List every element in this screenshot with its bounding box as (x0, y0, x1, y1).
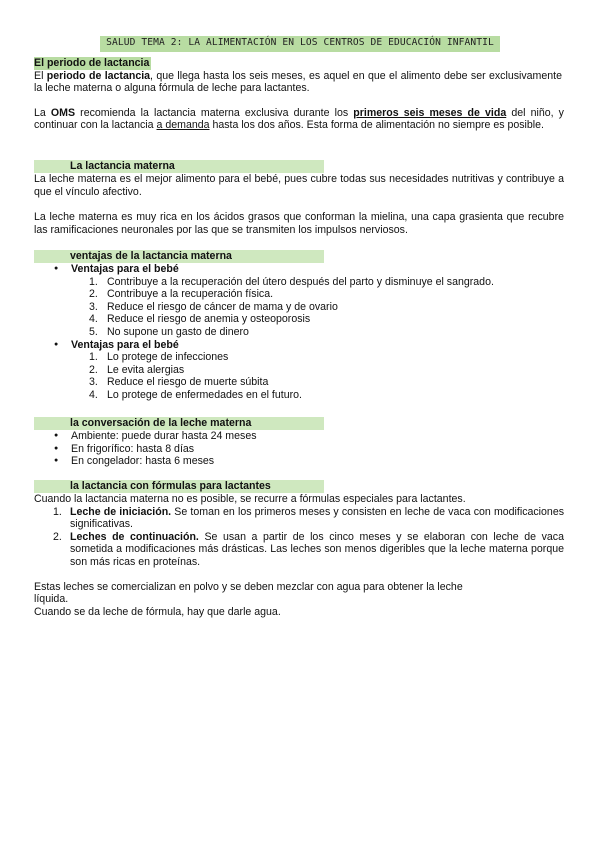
section-heading: la conversación de la leche materna (34, 417, 324, 430)
list-item: ● Ventajas para el bebé (34, 263, 564, 276)
section-ventajas (34, 250, 564, 402)
paragraph: La OMS recomienda la lactancia materna exclusiva durante los primeros seis meses de vida del niño, y continuar con la lactancia a demanda hasta los dos años. Esta forma de alimentación no siempre es posible. (34, 106, 564, 132)
section-periodo-lactancia (34, 57, 564, 132)
list-item: 1. Lo protege de infecciones (89, 351, 229, 364)
section-conservacion (34, 417, 564, 468)
list-item: 2. Contribuye a la recuperación física. (89, 288, 274, 301)
paragraph: Estas leches se comercializan en polvo y se deben mezclar con agua para obtener la leche líquida. (34, 580, 463, 606)
paragraph: La leche materna es el mejor alimento para el bebé, pues cubre todas sus necesidades nutritivas y contribuye a que el vínculo afectivo. (34, 173, 564, 198)
list-item: 5. No supone un gasto de dinero (89, 325, 249, 338)
paragraph: El periodo de lactancia, que llega hasta los seis meses, es aquel en que el alimento debe ser exclusivamente la leche materna o alguna fórmula de leche para lactantes. (34, 69, 562, 95)
section-lactancia-materna (34, 160, 564, 236)
list-item: 3. Reduce el riesgo de cáncer de mama y de ovario (89, 300, 338, 313)
document-title-text: SALUD TEMA 2: LA ALIMENTACIÓN EN LOS CENTROS DE EDUCACIÓN INFANTIL (100, 36, 500, 52)
section-heading: El periodo de lactancia (34, 57, 150, 69)
list-item: ● Ventajas para el bebé (34, 339, 564, 352)
paragraph: Cuando se da leche de fórmula, hay que darle agua. (34, 605, 281, 618)
list-item: ● En frigorífico: hasta 8 días (34, 443, 564, 456)
section-heading: La lactancia materna (34, 160, 324, 173)
list-item: ● Ambiente: puede durar hasta 24 meses (34, 430, 564, 443)
list-item: ● En congelador: hasta 6 meses (34, 455, 564, 468)
list-item: 4. Lo protege de enfermedades en el futuro. (89, 388, 302, 401)
list-item: 3. Reduce el riesgo de muerte súbita (89, 376, 269, 389)
document-title (0, 36, 600, 52)
list-item: 4. Reduce el riesgo de anemia y osteoporosis (89, 313, 311, 326)
section-heading: ventajas de la lactancia materna (34, 250, 324, 263)
paragraph: La leche materna es muy rica en los ácidos grasos que conforman la mielina, una capa grasienta que recubre las ramificaciones neuronales por las que se transmiten los impulsos nerviosos. (34, 211, 564, 236)
paragraph: Cuando la lactancia materna no es posible, se recurre a fórmulas especiales para lactantes. (34, 493, 466, 505)
list-item: 2. Leches de continuación. Se usan a partir de los cinco meses y se elaboran con leche de vaca sometida a modificaciones más drásticas. Las leches son menos digeribles que la leche materna porque son más ricas en proteínas. (53, 530, 564, 568)
list-item: 1. Leche de iniciación. Se toman en los primeros meses y consisten en leche de vaca con modificaciones significativas. (53, 505, 565, 531)
list-item: 1. Contribuye a la recuperación del útero después del parto y disminuye el sangrado. (89, 275, 494, 288)
list-item: 2. Le evita alergias (89, 363, 185, 376)
section-heading: la lactancia con fórmulas para lactantes (34, 480, 324, 493)
section-formulas (34, 480, 564, 618)
